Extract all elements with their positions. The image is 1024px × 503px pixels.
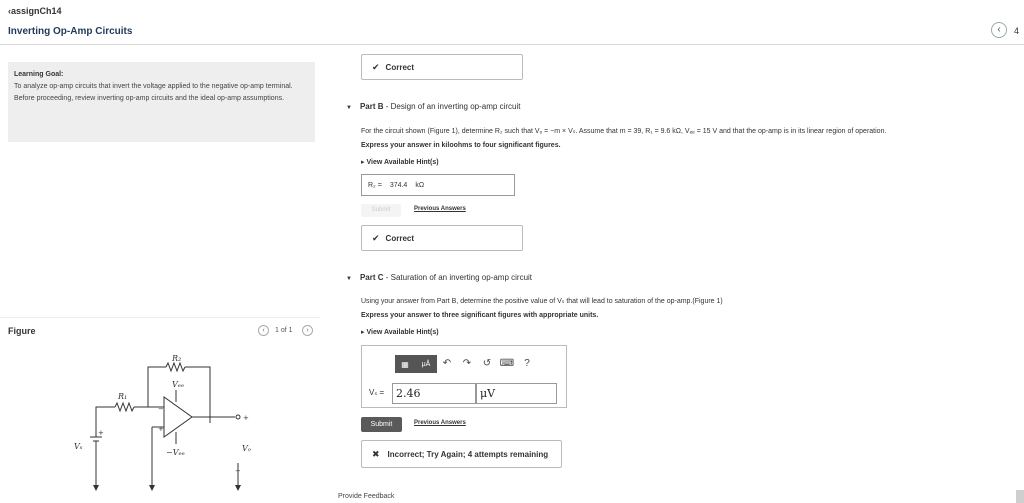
figure-prev-button[interactable]: ‹	[258, 325, 269, 336]
header-divider	[0, 44, 1024, 45]
part-c-label: Part C	[359, 273, 384, 282]
scrollbar-thumb[interactable]	[1016, 490, 1024, 503]
label-r1: R₁	[118, 392, 128, 401]
part-b-question: For the circuit shown (Figure 1), determine R₂ such that Vₒ = −m × Vₛ. Assume that m = 39, R₁ = 9.6 kΩ, Vₑₑ = 15 V and that the op-amp is in its linear region of operation.	[361, 128, 887, 135]
part-c-unit-input[interactable]: μV	[476, 383, 557, 404]
breadcrumb[interactable]: ‹assignCh14	[8, 6, 62, 16]
part-b-title: - Design of an inverting op-amp circuit	[383, 102, 521, 111]
part-c-previous-answers-link[interactable]: Previous Answers	[414, 420, 466, 426]
part-b-answer-label: R₂ =	[368, 181, 382, 189]
part-c-answer-label: Vₛ =	[369, 388, 385, 397]
input-wire	[96, 407, 115, 415]
label-vcc: Vₑₑ	[172, 380, 184, 389]
feedback-text: Correct	[385, 62, 414, 72]
redo-icon[interactable]: ↷	[462, 358, 472, 369]
part-b-header[interactable]	[346, 102, 520, 111]
label-neg-vcc: −Vₑₑ	[166, 448, 185, 457]
templates-icon[interactable]: ▦	[395, 355, 415, 373]
figure-next-button[interactable]: ›	[302, 325, 313, 336]
part-b-answer-unit: kΩ	[415, 181, 425, 189]
ground-arrow-source	[93, 485, 99, 491]
keyboard-icon[interactable]: ⌨	[499, 358, 515, 369]
check-icon: ✔	[372, 232, 380, 243]
r2-resistor	[166, 363, 185, 371]
output-terminal	[236, 415, 240, 419]
part-b-submit-button: Submit	[361, 204, 401, 217]
output-plus-sign: +	[243, 414, 249, 422]
collapse-arrow-icon[interactable]: ▼	[346, 105, 352, 111]
label-r2: R₂	[172, 354, 182, 363]
learning-goal-text: To analyze op-amp circuits that invert the voltage applied to the negative op-amp terminal.	[14, 83, 293, 90]
left-divider	[0, 317, 320, 318]
figure-count: 1 of 1	[275, 327, 293, 334]
undo-icon[interactable]: ↶	[442, 358, 452, 369]
figure-label: Figure	[8, 326, 36, 336]
op-amp-circuit-diagram	[60, 345, 260, 495]
ground-arrow-output	[235, 485, 241, 491]
feedback-correct-part-b	[361, 225, 523, 251]
feedback-text: Incorrect; Try Again; 4 attempts remaining	[387, 449, 549, 459]
opamp-plus-sign: +	[158, 425, 164, 433]
r1-resistor	[115, 403, 134, 411]
part-c-header[interactable]	[346, 273, 532, 282]
output-minus-sign: −	[235, 467, 241, 475]
part-b-instruction: Express your answer in kiloohms to four significant figures.	[361, 142, 561, 149]
nav-count: 4	[1014, 26, 1020, 36]
nav-back-button[interactable]: ‹	[991, 22, 1007, 38]
part-b-previous-answers-link[interactable]: Previous Answers	[414, 206, 466, 212]
part-b-answer-value: 374.4	[389, 181, 408, 189]
answer-toolbar	[395, 355, 537, 373]
provide-feedback-link[interactable]: Provide Feedback	[338, 493, 395, 500]
x-icon: ✖	[372, 448, 380, 459]
part-b-answer-field	[361, 174, 515, 196]
part-c-instruction: Express your answer to three significant figures with appropriate units.	[361, 312, 599, 319]
opamp-minus-sign: −	[158, 405, 164, 413]
reset-icon[interactable]: ↺	[482, 358, 492, 369]
label-vo: Vₒ	[242, 444, 251, 453]
help-icon[interactable]: ?	[524, 358, 530, 369]
learning-goal-review: Before proceeding, review inverting op-amp circuits and the ideal op-amp assumptions.	[14, 95, 285, 102]
learning-goal-title: Learning Goal:	[14, 71, 64, 78]
label-vs: Vₛ	[74, 442, 83, 451]
part-c-title: - Saturation of an inverting op-amp circuit	[383, 273, 533, 282]
feedback-text: Correct	[385, 233, 414, 243]
feedback-wire-left	[148, 367, 166, 387]
part-c-question: Using your answer from Part B, determine the positive value of Vₛ that will lead to saturation of the op-amp.(Figure 1)	[361, 298, 723, 305]
ground-arrow-opamp	[149, 485, 155, 491]
learning-goal-box	[8, 62, 315, 142]
collapse-arrow-icon[interactable]: ▼	[346, 276, 352, 282]
part-b-hints-toggle[interactable]: ▸ View Available Hint(s)	[361, 159, 439, 166]
op-amp-symbol	[164, 397, 192, 437]
part-c-value-input[interactable]: 2.46	[392, 383, 476, 404]
check-icon: ✔	[372, 61, 380, 72]
part-c-submit-button[interactable]: Submit	[361, 417, 402, 432]
part-c-hints-toggle[interactable]: ▸ View Available Hint(s)	[361, 329, 439, 336]
feedback-correct-part-a	[361, 54, 523, 80]
units-icon[interactable]: μÅ	[415, 355, 437, 373]
part-b-label: Part B	[359, 102, 384, 111]
source-plus-sign: +	[98, 429, 104, 437]
feedback-incorrect-part-c	[361, 440, 562, 468]
page-title: Inverting Op-Amp Circuits	[8, 26, 133, 37]
